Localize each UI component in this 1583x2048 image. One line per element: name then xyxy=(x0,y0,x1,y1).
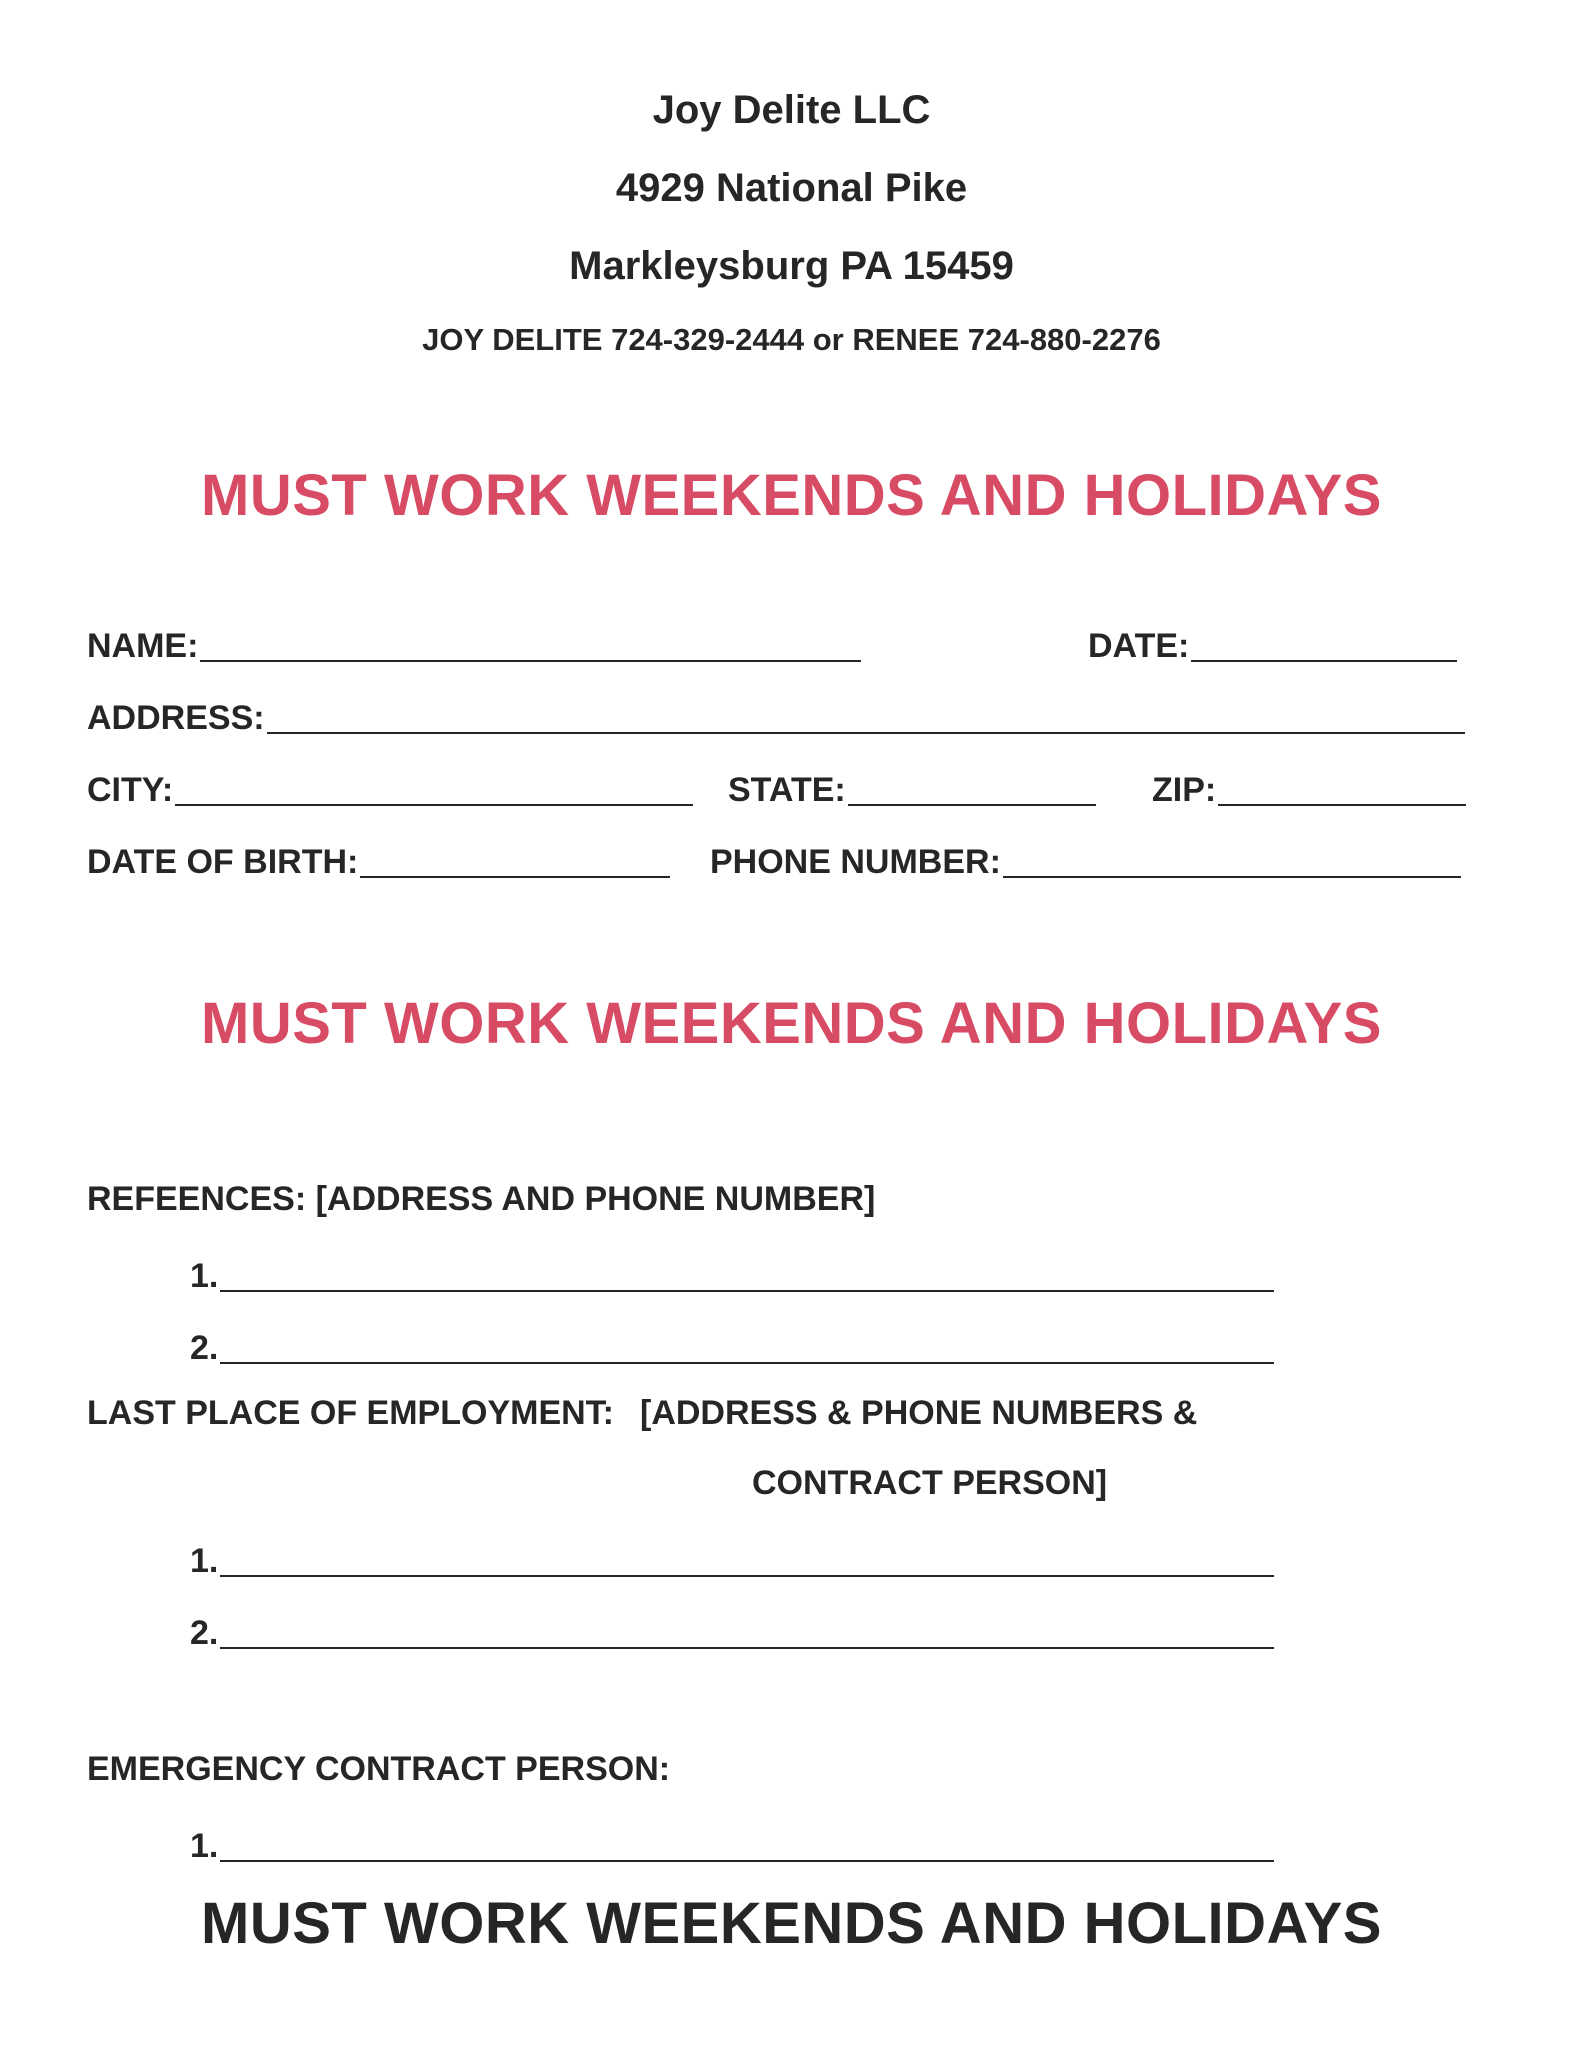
date-field[interactable] xyxy=(1088,620,1457,666)
name-label: NAME: xyxy=(87,627,199,665)
weekend-banner-top: MUST WORK WEEKENDS AND HOLIDAYS xyxy=(201,463,1382,528)
reference-input-line-1[interactable] xyxy=(220,1290,1274,1292)
dob-field[interactable] xyxy=(87,836,670,882)
company-city: Markleysburg PA 15459 xyxy=(569,244,1014,288)
employment-number-1: 1. xyxy=(190,1542,219,1580)
phone-label: PHONE NUMBER: xyxy=(710,843,1001,881)
emergency-line-1[interactable] xyxy=(190,1820,1274,1866)
state-label: STATE: xyxy=(728,771,846,809)
address-field[interactable] xyxy=(87,692,1465,738)
employment-label: LAST PLACE OF EMPLOYMENT: xyxy=(87,1394,614,1432)
emergency-label: EMERGENCY CONTRACT PERSON: xyxy=(87,1750,671,1788)
employment-line-2[interactable] xyxy=(190,1607,1274,1653)
company-name: Joy Delite LLC xyxy=(652,88,931,132)
zip-label: ZIP: xyxy=(1152,771,1217,809)
city-field[interactable] xyxy=(87,764,693,810)
emergency-number-1: 1. xyxy=(190,1827,219,1865)
reference-number-1: 1. xyxy=(190,1257,219,1295)
zip-field[interactable] xyxy=(1152,764,1466,810)
employment-line-1[interactable] xyxy=(190,1535,1274,1581)
reference-input-line-2[interactable] xyxy=(220,1362,1274,1364)
date-input-line[interactable] xyxy=(1191,660,1457,662)
name-input-line[interactable] xyxy=(200,660,861,662)
date-label: DATE: xyxy=(1088,627,1190,665)
employment-input-line-1[interactable] xyxy=(220,1575,1274,1577)
dob-label: DATE OF BIRTH: xyxy=(87,843,359,881)
employment-number-2: 2. xyxy=(190,1614,219,1652)
weekend-banner-bottom: MUST WORK WEEKENDS AND HOLIDAYS xyxy=(201,1891,1382,1956)
phone-field[interactable] xyxy=(710,836,1461,882)
reference-number-2: 2. xyxy=(190,1329,219,1367)
employment-note-line2: CONTRACT PERSON] xyxy=(752,1464,1108,1502)
reference-line-1[interactable] xyxy=(190,1250,1274,1296)
city-input-line[interactable] xyxy=(175,804,693,806)
contact-phones: JOY DELITE 724-329-2444 or RENEE 724-880-2276 xyxy=(422,322,1161,357)
city-label: CITY: xyxy=(87,771,174,809)
references-label: REFEENCES: [ADDRESS AND PHONE NUMBER] xyxy=(87,1180,876,1218)
reference-line-2[interactable] xyxy=(190,1322,1274,1368)
phone-input-line[interactable] xyxy=(1003,876,1461,878)
weekend-banner-middle: MUST WORK WEEKENDS AND HOLIDAYS xyxy=(201,991,1382,1056)
employment-input-line-2[interactable] xyxy=(220,1647,1274,1649)
address-input-line[interactable] xyxy=(267,732,1465,734)
name-field[interactable] xyxy=(87,620,861,666)
dob-input-line[interactable] xyxy=(360,876,670,878)
employment-note-line1: [ADDRESS & PHONE NUMBERS & xyxy=(640,1394,1198,1432)
address-label: ADDRESS: xyxy=(87,699,265,737)
emergency-input-line-1[interactable] xyxy=(220,1860,1274,1862)
state-field[interactable] xyxy=(728,764,1096,810)
zip-input-line[interactable] xyxy=(1218,804,1466,806)
company-street: 4929 National Pike xyxy=(615,166,968,210)
state-input-line[interactable] xyxy=(848,804,1096,806)
